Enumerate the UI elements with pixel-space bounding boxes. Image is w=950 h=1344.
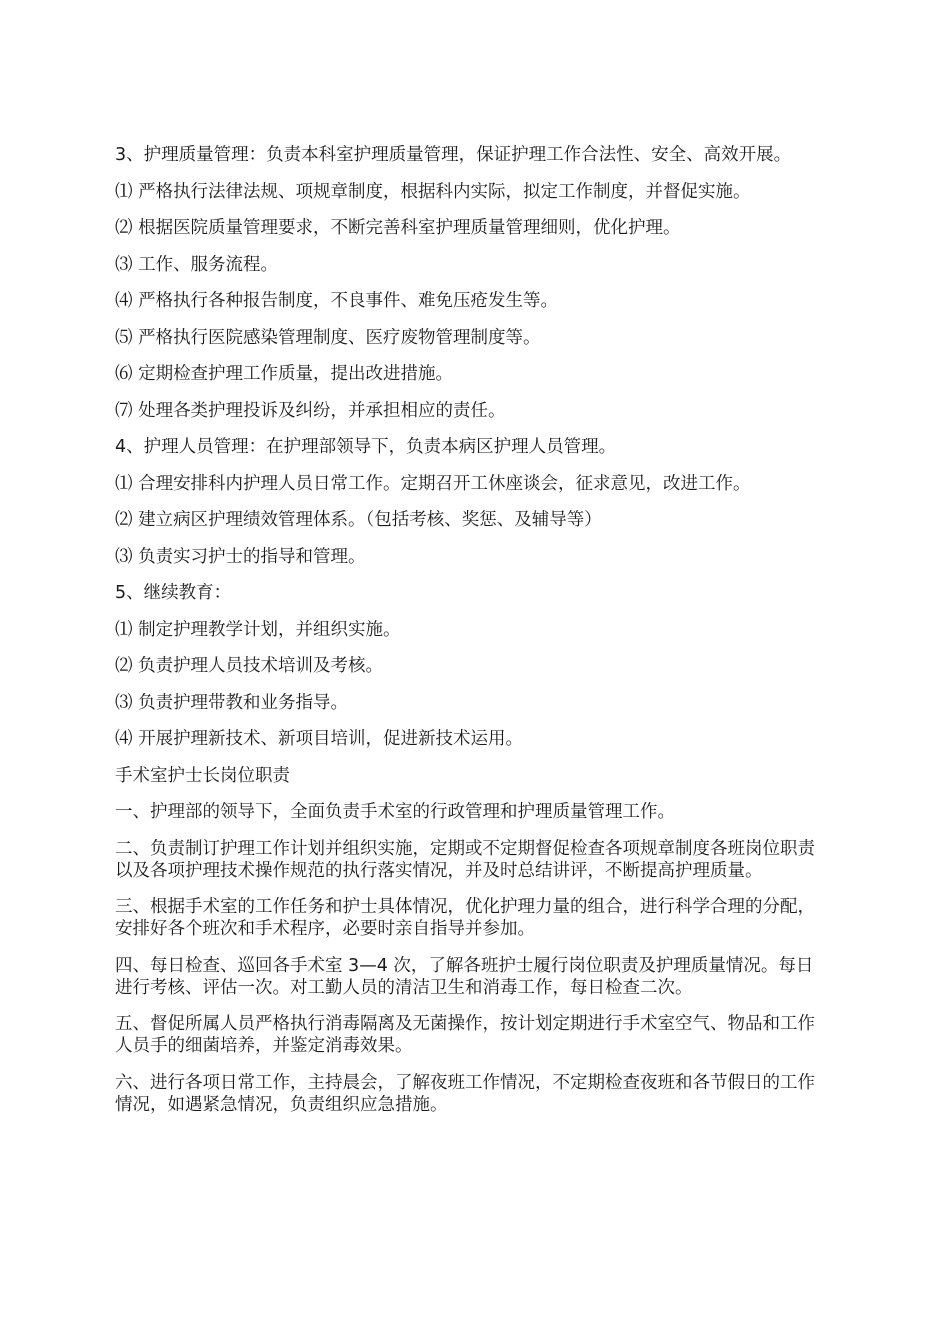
- paragraph-staff-item-1: ⑴ 合理安排科内护理人员日常工作。定期召开工休座谈会，征求意见，改进工作。: [115, 473, 751, 494]
- paragraph-quality-item-1: ⑴ 严格执行法律法规、项规章制度，根据科内实际，拟定工作制度，并督促实施。: [115, 181, 751, 202]
- paragraph-staff-item-2: ⑵ 建立病区护理绩效管理体系。（包括考核、奖惩、及辅导等）: [115, 510, 602, 530]
- paragraph-education-item-4: ⑷ 开展护理新技术、新项目培训，促进新技术运用。: [115, 729, 524, 749]
- paragraph-quality-item-5: ⑸ 严格执行医院感染管理制度、医疗废物管理制度等。: [115, 327, 541, 348]
- paragraph-duty-4: 四、每日检查、巡回各手术室 3—4 次，了解各班护士履行岗位职责及护理质量情况。每日进行考核、评估一次。对工勤人员的清洁卫生和消毒工作，每日检查二次。: [115, 955, 814, 998]
- paragraph-staff-management: 4、护理人员管理：在护理部领导下，负责本病区护理人员管理。: [115, 437, 617, 457]
- paragraph-quality-management: 3、护理质量管理：负责本科室护理质量管理，保证护理工作合法性、安全、高效开展。: [115, 145, 792, 165]
- section-heading-or-head-nurse-duties: 手术室护士长岗位职责: [115, 765, 290, 786]
- paragraph-duty-1: 一、护理部的领导下，全面负责手术室的行政管理和护理质量管理工作。: [115, 802, 675, 822]
- paragraph-quality-item-4: ⑷ 严格执行各种报告制度，不良事件、难免压疮发生等。: [115, 291, 559, 311]
- paragraph-duty-2: 二、负责制订护理工作计划并组织实施，定期或不定期督促检查各项规章制度各班岗位职责以及各项护理技术操作规范的执行落实情况，并及时总结讲评，不断提高护理质量。: [115, 838, 815, 881]
- paragraph-education-item-3: ⑶ 负责护理带教和业务指导。: [115, 692, 349, 713]
- paragraph-continuing-education: 5、继续教育：: [115, 583, 232, 603]
- paragraph-duty-6: 六、进行各项日常工作，主持晨会，了解夜班工作情况，不定期检查夜班和各节假日的工作情况，如遇紧急情况，负责组织应急措施。: [115, 1072, 815, 1115]
- paragraph-education-item-2: ⑵ 负责护理人员技术培训及考核。: [115, 656, 384, 676]
- paragraph-quality-item-7: ⑺ 处理各类护理投诉及纠纷，并承担相应的责任。: [115, 400, 506, 421]
- paragraph-quality-item-2: ⑵ 根据医院质量管理要求，不断完善科室护理质量管理细则，优化护理。: [115, 218, 681, 238]
- paragraph-staff-item-3: ⑶ 负责实习护士的指导和管理。: [115, 546, 366, 567]
- paragraph-duty-3: 三、根据手术室的工作任务和护士具体情况，优化护理力量的组合，进行科学合理的分配，安排好各个班次和手术程序，必要时亲自指导并参加。: [115, 897, 815, 939]
- document-body: [115, 144, 827, 1130]
- paragraph-quality-item-6: ⑹ 定期检查护理工作质量，提出改进措施。: [115, 364, 454, 384]
- paragraph-quality-item-3: ⑶ 工作、服务流程。: [115, 254, 279, 275]
- paragraph-education-item-1: ⑴ 制定护理教学计划，并组织实施。: [115, 619, 401, 640]
- paragraph-duty-5: 五、督促所属人员严格执行消毒隔离及无菌操作，按计划定期进行手术室空气、物品和工作人员手的细菌培养，并鉴定消毒效果。: [115, 1014, 815, 1056]
